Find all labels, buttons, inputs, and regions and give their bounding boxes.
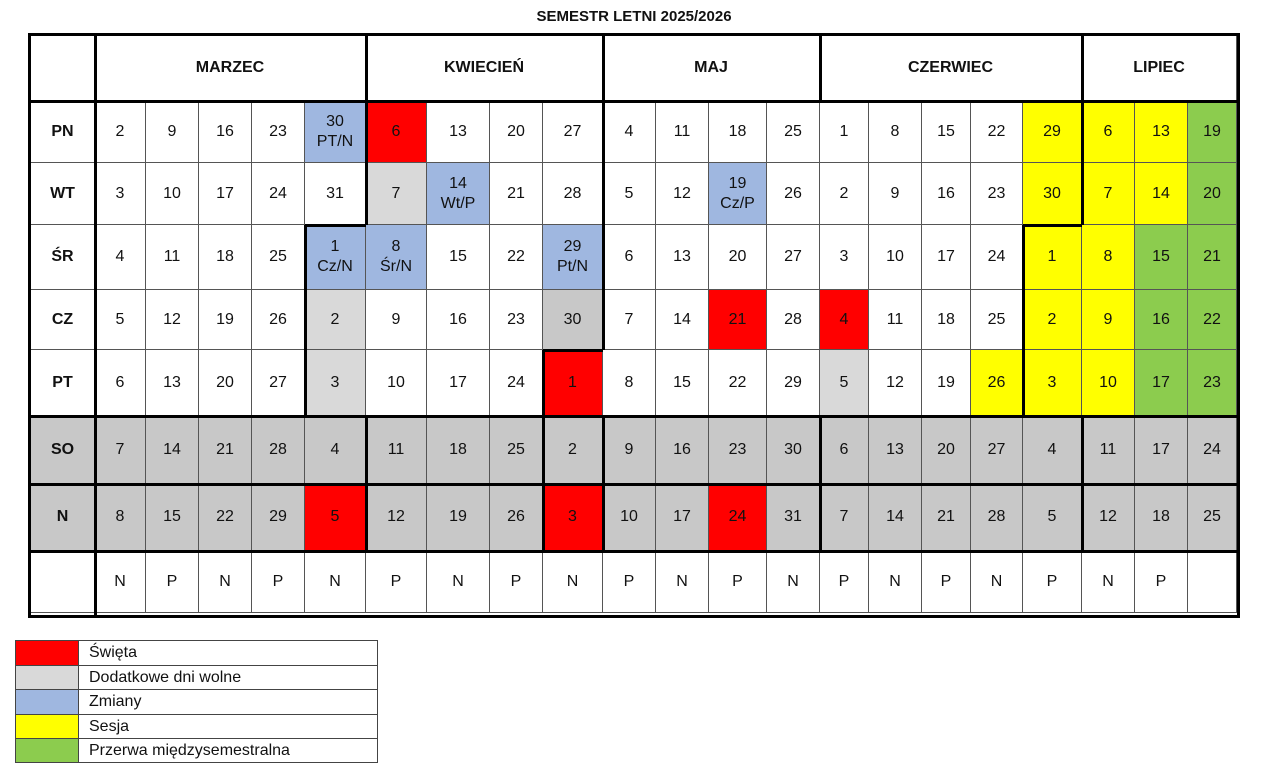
day-cell: 19 bbox=[427, 484, 490, 551]
week-parity-cell: P bbox=[603, 551, 656, 613]
day-cell: 3 bbox=[1023, 350, 1082, 416]
divider-line bbox=[365, 101, 368, 225]
day-cell: 9 bbox=[146, 101, 199, 163]
week-parity-cell: N bbox=[767, 551, 820, 613]
calendar-title: SEMESTR LETNI 2025/2026 bbox=[536, 8, 732, 25]
day-label: PN bbox=[31, 101, 95, 163]
divider-line bbox=[31, 550, 1237, 553]
divider-line bbox=[602, 36, 605, 101]
day-cell: 16 bbox=[656, 416, 709, 484]
day-cell: 4 bbox=[603, 101, 656, 163]
week-parity-cell: N bbox=[95, 551, 146, 613]
week-parity-cell: N bbox=[656, 551, 709, 613]
day-cell: 22 bbox=[490, 225, 543, 290]
day-cell: 12 bbox=[869, 350, 922, 416]
day-cell: 24 bbox=[490, 350, 543, 416]
legend-item bbox=[15, 689, 378, 714]
divider-line bbox=[305, 224, 366, 227]
legend-item bbox=[15, 640, 378, 665]
day-cell: 26 bbox=[490, 484, 543, 551]
day-cell: 23 bbox=[252, 101, 305, 163]
day-cell: 17 bbox=[427, 350, 490, 416]
week-parity-cell: N bbox=[199, 551, 252, 613]
day-cell: 15 bbox=[656, 350, 709, 416]
day-cell: 21 bbox=[1188, 225, 1237, 290]
day-cell: 29 bbox=[252, 484, 305, 551]
divider-line bbox=[31, 100, 1237, 103]
day-cell: 23 bbox=[1188, 350, 1237, 416]
week-parity-cell bbox=[1188, 551, 1237, 613]
day-cell: 12 bbox=[146, 290, 199, 350]
week-parity-cell: N bbox=[427, 551, 490, 613]
corner-cell bbox=[31, 36, 95, 101]
day-cell: 8 Śr/N bbox=[366, 225, 427, 290]
day-cell: 10 bbox=[869, 225, 922, 290]
day-cell: 10 bbox=[146, 163, 199, 225]
day-cell: 31 bbox=[305, 163, 366, 225]
day-cell: 14 bbox=[656, 290, 709, 350]
day-cell: 13 bbox=[656, 225, 709, 290]
legend-item bbox=[15, 665, 378, 690]
day-cell: 16 bbox=[427, 290, 490, 350]
day-cell: 16 bbox=[922, 163, 971, 225]
day-cell: 16 bbox=[1135, 290, 1188, 350]
day-cell: 6 bbox=[820, 416, 869, 484]
day-cell: 1 bbox=[820, 101, 869, 163]
day-cell: 22 bbox=[1188, 290, 1237, 350]
day-cell: 6 bbox=[95, 350, 146, 416]
day-cell: 12 bbox=[1082, 484, 1135, 551]
day-cell: 3 bbox=[543, 484, 603, 551]
legend-item bbox=[15, 714, 378, 739]
day-cell: 28 bbox=[767, 290, 820, 350]
day-cell: 9 bbox=[1082, 290, 1135, 350]
day-cell: 23 bbox=[709, 416, 767, 484]
divider-line bbox=[819, 416, 822, 551]
legend-swatch bbox=[16, 739, 79, 762]
week-parity-cell: P bbox=[1135, 551, 1188, 613]
day-cell: 4 bbox=[305, 416, 366, 484]
week-parity-cell: N bbox=[543, 551, 603, 613]
day-cell: 2 bbox=[1023, 290, 1082, 350]
day-cell: 9 bbox=[603, 416, 656, 484]
day-cell: 23 bbox=[971, 163, 1023, 225]
day-cell: 10 bbox=[366, 350, 427, 416]
day-cell: 17 bbox=[1135, 416, 1188, 484]
day-cell: 7 bbox=[1082, 163, 1135, 225]
day-cell: 3 bbox=[95, 163, 146, 225]
divider-line bbox=[1022, 225, 1025, 416]
divider-line bbox=[31, 415, 1237, 418]
day-cell: 20 bbox=[709, 225, 767, 290]
day-cell: 2 bbox=[305, 290, 366, 350]
day-cell: 13 bbox=[146, 350, 199, 416]
day-cell: 21 bbox=[490, 163, 543, 225]
day-cell: 16 bbox=[199, 101, 252, 163]
day-cell: 13 bbox=[869, 416, 922, 484]
day-label: N bbox=[31, 484, 95, 551]
day-cell: 29 bbox=[1023, 101, 1082, 163]
day-cell: 30 bbox=[1023, 163, 1082, 225]
day-cell: 26 bbox=[767, 163, 820, 225]
day-cell: 14 bbox=[869, 484, 922, 551]
legend-swatch bbox=[16, 690, 79, 714]
day-cell: 18 bbox=[709, 101, 767, 163]
day-cell: 20 bbox=[490, 101, 543, 163]
divider-line bbox=[304, 225, 307, 416]
week-parity-cell: N bbox=[869, 551, 922, 613]
day-cell: 29 bbox=[767, 350, 820, 416]
day-cell: 11 bbox=[656, 101, 709, 163]
day-cell: 11 bbox=[366, 416, 427, 484]
day-cell: 13 bbox=[427, 101, 490, 163]
week-parity-cell: P bbox=[922, 551, 971, 613]
day-cell: 8 bbox=[869, 101, 922, 163]
day-cell: 22 bbox=[709, 350, 767, 416]
day-cell: 24 bbox=[1188, 416, 1237, 484]
day-cell: 11 bbox=[146, 225, 199, 290]
day-cell: 18 bbox=[199, 225, 252, 290]
day-cell: 6 bbox=[603, 225, 656, 290]
day-cell: 11 bbox=[869, 290, 922, 350]
day-cell: 25 bbox=[767, 101, 820, 163]
divider-line bbox=[602, 101, 605, 350]
day-cell: 5 bbox=[305, 484, 366, 551]
day-cell: 17 bbox=[656, 484, 709, 551]
day-cell: 21 bbox=[199, 416, 252, 484]
week-parity-cell: N bbox=[305, 551, 366, 613]
week-parity-cell: P bbox=[366, 551, 427, 613]
day-cell: 17 bbox=[199, 163, 252, 225]
day-cell: 25 bbox=[490, 416, 543, 484]
legend-item bbox=[15, 738, 378, 763]
day-cell: 11 bbox=[1082, 416, 1135, 484]
day-cell: 3 bbox=[305, 350, 366, 416]
day-cell: 3 bbox=[820, 225, 869, 290]
day-cell: 18 bbox=[427, 416, 490, 484]
day-cell: 15 bbox=[922, 101, 971, 163]
day-cell: 5 bbox=[95, 290, 146, 350]
day-cell: 25 bbox=[252, 225, 305, 290]
day-cell: 4 bbox=[820, 290, 869, 350]
day-cell: 5 bbox=[820, 350, 869, 416]
legend-label: Sesja bbox=[89, 717, 130, 735]
day-cell: 7 bbox=[366, 163, 427, 225]
day-cell: 1 bbox=[543, 350, 603, 416]
semester-calendar-grid bbox=[28, 33, 1240, 618]
week-parity-cell: P bbox=[490, 551, 543, 613]
month-header: MARZEC bbox=[95, 36, 366, 101]
day-cell: 28 bbox=[543, 163, 603, 225]
day-cell: 2 bbox=[820, 163, 869, 225]
day-cell: 28 bbox=[252, 416, 305, 484]
divider-line bbox=[602, 416, 605, 551]
divider-line bbox=[819, 36, 822, 101]
divider-line bbox=[94, 36, 97, 616]
legend-swatch bbox=[16, 641, 79, 665]
week-parity-cell: P bbox=[252, 551, 305, 613]
day-cell: 26 bbox=[252, 290, 305, 350]
day-label: PT bbox=[31, 350, 95, 416]
day-cell: 17 bbox=[922, 225, 971, 290]
day-cell: 20 bbox=[1188, 163, 1237, 225]
month-header: MAJ bbox=[603, 36, 820, 101]
month-header: KWIECIEŃ bbox=[366, 36, 603, 101]
day-cell: 15 bbox=[146, 484, 199, 551]
day-cell: 1 Cz/N bbox=[305, 225, 366, 290]
day-cell: 19 Cz/P bbox=[709, 163, 767, 225]
day-cell: 14 Wt/P bbox=[427, 163, 490, 225]
day-cell: 22 bbox=[971, 101, 1023, 163]
legend-label: Zmiany bbox=[89, 693, 142, 711]
day-cell: 30 bbox=[543, 290, 603, 350]
day-cell: 20 bbox=[199, 350, 252, 416]
day-cell: 1 bbox=[1023, 225, 1082, 290]
day-cell: 20 bbox=[922, 416, 971, 484]
day-cell: 21 bbox=[922, 484, 971, 551]
legend bbox=[15, 640, 378, 763]
day-cell: 30 bbox=[767, 416, 820, 484]
legend-swatch bbox=[16, 666, 79, 690]
day-cell: 7 bbox=[603, 290, 656, 350]
week-parity-cell: N bbox=[1082, 551, 1135, 613]
day-cell: 17 bbox=[1135, 350, 1188, 416]
day-cell: 24 bbox=[709, 484, 767, 551]
day-cell: 19 bbox=[922, 350, 971, 416]
week-parity-cell: N bbox=[971, 551, 1023, 613]
divider-line bbox=[1081, 101, 1084, 225]
day-cell: 9 bbox=[366, 290, 427, 350]
week-parity-cell: P bbox=[709, 551, 767, 613]
day-cell: 6 bbox=[1082, 101, 1135, 163]
divider-line bbox=[1081, 416, 1084, 551]
day-cell: 9 bbox=[869, 163, 922, 225]
divider-line bbox=[31, 483, 1237, 486]
day-cell: 25 bbox=[1188, 484, 1237, 551]
day-cell: 12 bbox=[366, 484, 427, 551]
day-cell: 10 bbox=[1082, 350, 1135, 416]
day-cell: 14 bbox=[1135, 163, 1188, 225]
divider-line bbox=[542, 350, 545, 551]
divider-line bbox=[365, 416, 368, 551]
day-cell: 22 bbox=[199, 484, 252, 551]
week-parity-cell: P bbox=[1023, 551, 1082, 613]
divider-line bbox=[1081, 36, 1084, 101]
day-cell: 7 bbox=[95, 416, 146, 484]
day-cell: 28 bbox=[971, 484, 1023, 551]
legend-label: Przerwa międzysemestralna bbox=[89, 742, 290, 760]
month-header: CZERWIEC bbox=[820, 36, 1082, 101]
day-cell: 19 bbox=[199, 290, 252, 350]
day-cell: 26 bbox=[971, 350, 1023, 416]
legend-label: Święta bbox=[89, 644, 138, 661]
day-cell: 23 bbox=[490, 290, 543, 350]
day-cell: 5 bbox=[603, 163, 656, 225]
day-cell: 27 bbox=[767, 225, 820, 290]
day-label: CZ bbox=[31, 290, 95, 350]
day-cell: 24 bbox=[252, 163, 305, 225]
week-parity-cell: P bbox=[820, 551, 869, 613]
divider-line bbox=[1023, 224, 1082, 227]
day-cell: 15 bbox=[1135, 225, 1188, 290]
day-cell: 31 bbox=[767, 484, 820, 551]
day-cell: 27 bbox=[543, 101, 603, 163]
day-cell: 25 bbox=[971, 290, 1023, 350]
day-cell: 7 bbox=[820, 484, 869, 551]
day-label: ŚR bbox=[31, 225, 95, 290]
day-cell: 5 bbox=[1023, 484, 1082, 551]
day-cell: 18 bbox=[922, 290, 971, 350]
divider-line bbox=[365, 36, 368, 101]
day-cell: 8 bbox=[1082, 225, 1135, 290]
legend-label: Dodatkowe dni wolne bbox=[89, 668, 242, 686]
day-cell: 6 bbox=[366, 101, 427, 163]
day-cell: 2 bbox=[543, 416, 603, 484]
day-cell: 4 bbox=[1023, 416, 1082, 484]
week-parity-cell: P bbox=[146, 551, 199, 613]
day-label: WT bbox=[31, 163, 95, 225]
month-header: LIPIEC bbox=[1082, 36, 1237, 101]
day-cell: 8 bbox=[603, 350, 656, 416]
day-cell: 13 bbox=[1135, 101, 1188, 163]
day-cell: 27 bbox=[252, 350, 305, 416]
day-label: SO bbox=[31, 416, 95, 484]
parity-label-cell bbox=[31, 551, 95, 613]
day-cell: 2 bbox=[95, 101, 146, 163]
day-cell: 21 bbox=[709, 290, 767, 350]
day-cell: 12 bbox=[656, 163, 709, 225]
day-cell: 14 bbox=[146, 416, 199, 484]
day-cell: 8 bbox=[95, 484, 146, 551]
day-cell: 30 PT/N bbox=[305, 101, 366, 163]
day-cell: 15 bbox=[427, 225, 490, 290]
day-cell: 29 Pt/N bbox=[543, 225, 603, 290]
day-cell: 18 bbox=[1135, 484, 1188, 551]
divider-line bbox=[543, 349, 603, 352]
day-cell: 4 bbox=[95, 225, 146, 290]
day-cell: 24 bbox=[971, 225, 1023, 290]
day-cell: 19 bbox=[1188, 101, 1237, 163]
day-cell: 27 bbox=[971, 416, 1023, 484]
day-cell: 10 bbox=[603, 484, 656, 551]
legend-swatch bbox=[16, 715, 79, 739]
